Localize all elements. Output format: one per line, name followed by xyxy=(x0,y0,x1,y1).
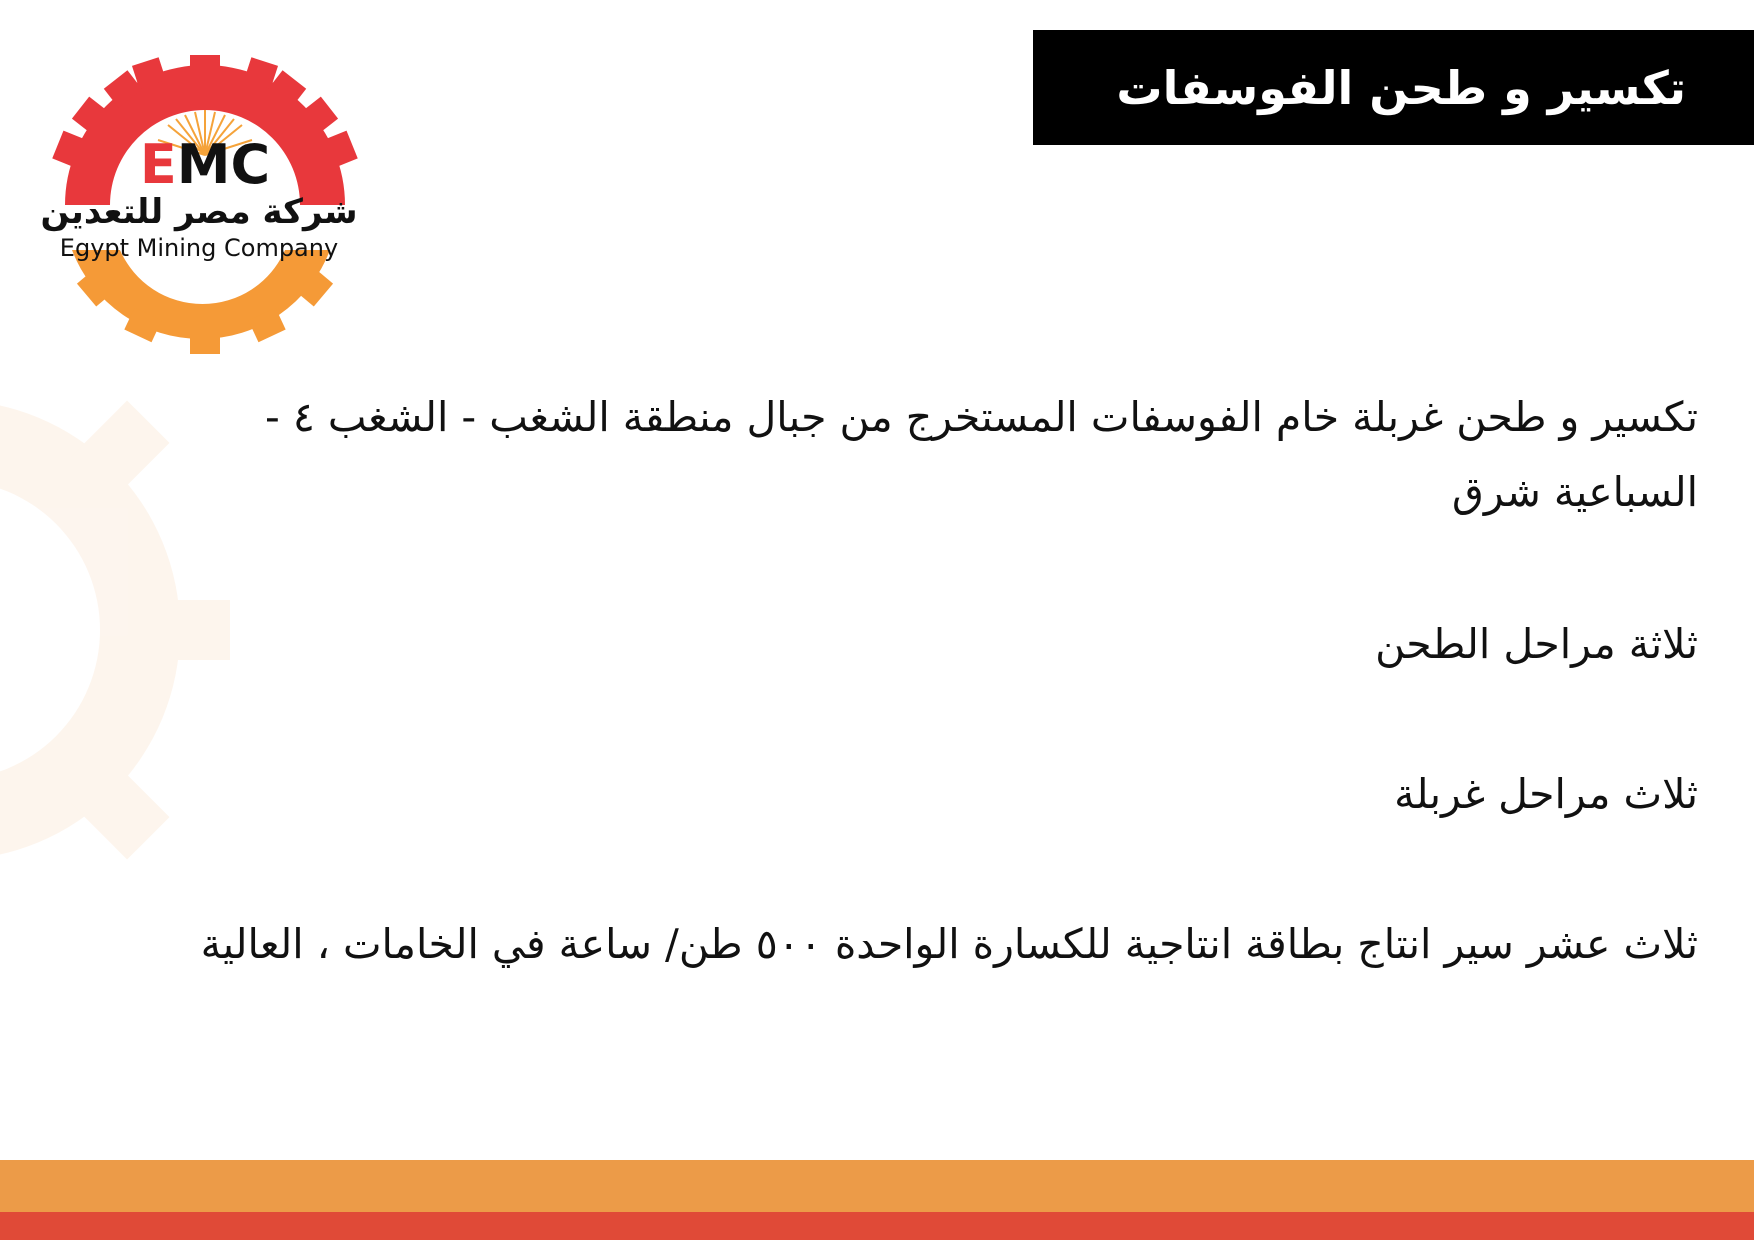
paragraph-grinding-stages: ثلاثة مراحل الطحن xyxy=(1375,620,1698,668)
paragraph-location: تكسير و طحن غربلة خام الفوسفات المستخرج من جبال منطقة الشغب - الشغب ٤ - السباعية شرق xyxy=(265,393,1698,516)
gear-bottom-icon xyxy=(72,250,333,354)
page-title: تكسير و طحن الفوسفات xyxy=(1116,60,1686,115)
paragraph-screening-stages: ثلاث مراحل غربلة xyxy=(1394,770,1698,818)
logo-letters: EMC xyxy=(139,133,271,196)
body-content xyxy=(138,380,1698,982)
footer-red-band xyxy=(0,1212,1754,1240)
paragraph-production-lines: ثلاث عشر سير انتاج بطاقة انتاجية للكسارة الواحدة ٥٠٠ طن/ ساعة في الخامات ، العالية xyxy=(200,920,1698,968)
title-bar xyxy=(1033,30,1754,145)
logo-english-name: Egypt Mining Company xyxy=(59,234,339,262)
footer-orange-band xyxy=(0,1160,1754,1212)
logo-arabic-name: شركة مصر للتعدين xyxy=(40,192,358,232)
